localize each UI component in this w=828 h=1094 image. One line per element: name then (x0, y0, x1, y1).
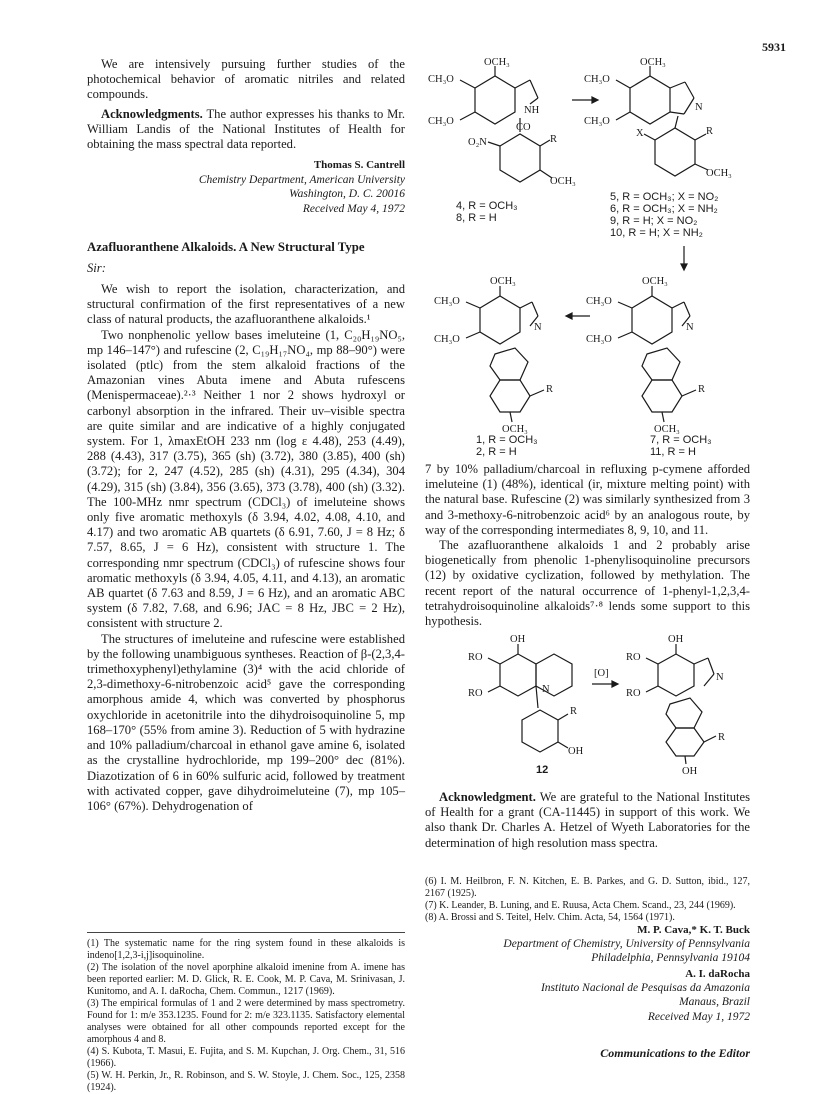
label-1: 1, R = OCH₃ (476, 434, 538, 446)
s12-oh-top: OH (510, 634, 526, 645)
label-7: 7, R = OCH₃ (650, 434, 712, 446)
ring-a-1 (480, 296, 520, 344)
footnote-4: (4) S. Kubota, T. Masui, E. Fujita, and S. M. Kupchan, J. Org. Chem., 31, 516 (1966). (87, 1046, 405, 1069)
received-date-2: Received May 1, 1972 (647, 1011, 750, 1023)
journal-section-footer: Communications to the Editor (600, 1046, 750, 1060)
label-9: 9, R = H; X = NO₂ (610, 215, 698, 227)
intro-paragraph (87, 57, 405, 103)
s1-och3: OCH₃ (490, 276, 516, 287)
label-8: 8, R = H (456, 212, 497, 224)
s1-r: R (546, 384, 554, 395)
footnote-1: (1) The systematic name for the ring system found in these alkaloids is indeno[1,2,3-i,j]isoquinoline. (87, 938, 405, 961)
body-right (425, 462, 750, 629)
labels-4-8 (456, 200, 518, 224)
s1-ch3o-2: CH₃O (434, 334, 460, 345)
ring-b-4 (500, 134, 540, 182)
ring-c-7 (642, 348, 680, 380)
intro-text: We are intensively pursuing further studies of the photochemical behavior of aromatic nitriles and related compounds. (87, 57, 405, 102)
ring-d-7 (642, 380, 682, 412)
ring-c-1 (490, 348, 528, 380)
s4-nh: NH (524, 105, 540, 116)
s12-ro-1: RO (468, 652, 483, 663)
ack2-text: We are grateful to the National Institutes of Health for a grant (CA-11445) in support of this work. We also thank Dr. Charles A. Hetzel of Wyeth Laboratories for the determination of high resolution mass spectra. (425, 790, 750, 850)
s1-och3-2: OCH₃ (502, 424, 528, 435)
s7-och3: OCH₃ (642, 276, 668, 287)
product-n: N (716, 672, 724, 683)
article-title: Azafluoranthene Alkaloids. A New Structural Type (87, 240, 365, 254)
s4-co: CO (516, 122, 531, 133)
labels-1-2 (476, 434, 538, 458)
footnotes-left (87, 938, 405, 1094)
s12-n: N (542, 684, 550, 695)
affil2-line2: Philadelphia, Pennsylvania 19104 (591, 951, 750, 964)
salutation: Sir: (87, 261, 106, 275)
ack2-heading: Acknowledgment. (439, 790, 536, 804)
ring-a-5 (630, 76, 670, 124)
s4-och3-2: OCH₃ (550, 176, 576, 187)
footnote-3: (3) The empirical formulas of 1 and 2 were determined by mass spectrometry. Found for 1: m/e 353.1235. Found for 2: m/e 323.1135. Satisfactory elemental analyses were obtained for all other compounds reported except for the amorphous 4 and 8. (87, 998, 405, 1045)
author-cantrell: Thomas S. Cantrell (313, 159, 405, 171)
footnote-7: (7) K. Leander, B. Luning, and E. Ruusa, Acta Chem. Scand., 23, 244 (1969). (425, 900, 736, 911)
ring-b-5 (655, 128, 695, 176)
paragraph-2: Two nonphenolic yellow bases imeluteine (1, C₂₀H₁₉NO₅, mp 146–147°) and rufescine (2, C₁₉H₁₇NO₄, mp 88–90°) were isolated (ptlc) from the stem alkaloid fractions of the Amazonian vines Abuta imene and Abuta rufescens (Menispermaceae).²·³ Neither 1 nor 2 shows hydroxyl or carbonyl absorption in the infrared. Their uv–visible spectra are quite similar and are indicative of a highly conjugated system. For 1, λmaxEtOH 233 nm (log ε 4.48), 253 (4.49), 288 (4.43), 317 (3.75), 365 (sh) (3.72), 380 (3.85), 400 (sh) (3.72); for 2, 247 (4.52), 285 (sh) (4.31), 295 (4.34), 304 (4.29), 315 (sh) (3.84), 356 (3.65), 373 (3.78), 400 (sh) (3.32). The 100-MHz nmr spectrum (CDCl₃) of imeluteine shows only five aromatic methoxyls (δ 3.94, 4.02, 4.08, 4.10, and 4.17) and two aromatic AB quartets (δ 6.91, 7.60, J = 8 Hz; δ 7.57, 8.65, J = 6 Hz), consistent with structure 1. The corresponding nmr spectrum (CDCl₃) of rufescine shows four aromatic methoxyls (δ 3.94, 4.05, 4.11, and 4.13), an aromatic AB quartet (δ 7.63 and 8.59, J = 6 Hz), and an aromatic ABC system (δ 7.82, 7.68, and 6.96; JAC = 8 Hz, JBC = 2 Hz), consistent with structure 2. (87, 327, 405, 631)
s7-och3-2: OCH₃ (654, 424, 680, 435)
affil3-line2: Manaus, Brazil (679, 995, 750, 1008)
footnote-divider (87, 932, 405, 933)
labels-7-11 (650, 434, 712, 458)
label-10: 10, R = H; X = NH₂ (610, 227, 703, 239)
s5-och3-2: OCH₃ (706, 168, 732, 179)
acknowledgments-paragraph (87, 107, 405, 153)
labels-5-10 (610, 191, 718, 239)
product-ro-2: RO (626, 688, 641, 699)
paragraph-5: The azafluoranthene alkaloids 1 and 2 probably arise biogenetically from phenolic 1-phenylisoquinoline precursors (12) by oxidative cyclization, followed by methylation. The recent report of the natural occurrence of 1-phenyl-1,2,3,4-tetrahydroisoquinoline alkaloids⁷·⁸ lends some support to this hypothesis. (425, 538, 750, 629)
s7-n: N (686, 322, 694, 333)
s5-ch3o-1: CH₃O (584, 74, 610, 85)
footnote-8: (8) A. Brossi and S. Teitel, Helv. Chim. Acta, 54, 1564 (1971). (425, 912, 675, 923)
product-oh-bottom: OH (682, 766, 698, 774)
author-darocha: A. I. daRocha (685, 968, 750, 980)
label-2: 2, R = H (476, 446, 517, 458)
product-r: R (718, 732, 726, 743)
paragraph-4: 7 by 10% palladium/charcoal in refluxing p-cymene afforded imeluteine (1) (48%), identical (ir, mixture melting point) with the natural base. Rufescine (2) was similarly synthesized from 3 and 3-methoxy-6-nitrobenzoic acid⁶ by an analogous route, by way of the corresponding intermediates 8, 9, 10, and 11. (425, 462, 750, 537)
s12-ro-2: RO (468, 688, 483, 699)
s5-och3: OCH₃ (640, 58, 666, 68)
author-cava-buck: M. P. Cava,* K. T. Buck (637, 924, 750, 936)
ring-d-1 (490, 380, 530, 412)
s12-oh-bottom: OH (568, 746, 584, 757)
label-12: 12 (536, 764, 549, 776)
paragraph-3: The structures of imeluteine and rufescine were established by the following unambiguous syntheses. Reaction of β-(2,3,4-trimethoxyphenyl)ethylamine (3)⁴ with the acid chloride of 2,3-dimethoxy-6-nitrobenzoic acid⁵ gave the corresponding amorphous amide 4, which was converted by phosphorus oxychloride in acetonitrile into the dihydroisoquinoline 5, mp 168–170° (55% from amine 3). Reduction of 5 with hydrazine and 10% palladium/charcoal in ethanol gave amine 6, isolated as the crystalline hydrochloride, mp 199–200° dec (81%). Diazotization of 6 in 60% sulfuric acid, followed by treatment with activated copper, gave dihydroimeluteine (7), mp 105–106° (67%). Dehydrogenation of (87, 631, 405, 813)
ring-a-7 (632, 296, 672, 344)
s1-n: N (534, 322, 542, 333)
ack-heading: Acknowledgments. (101, 107, 203, 121)
product-ro-1: RO (626, 652, 641, 663)
affiliation-inpa (420, 982, 750, 1009)
affil2-line1: Department of Chemistry, University of Pennsylvania (503, 938, 750, 950)
s12-r: R (570, 706, 578, 717)
affiliation-american-univ (150, 174, 405, 201)
acknowledgment-right (425, 790, 750, 851)
s4-ch3o-1: CH₃O (428, 74, 454, 85)
footnote-6: (6) I. M. Heilbron, F. N. Kitchen, E. B. Parkes, and G. D. Sutton, ibid., 127, 2167 (1925). (425, 876, 750, 899)
synthesis-scheme (420, 58, 750, 438)
s5-n: N (695, 102, 703, 113)
received-date-1: Received May 4, 1972 (302, 203, 405, 215)
label-5: 5, R = OCH₃; X = NO₂ (610, 191, 719, 203)
footnote-5: (5) W. H. Perkin, Jr., R. Robinson, and S. W. Stoyle, J. Chem. Soc., 125, 2358 (1924). (87, 1070, 405, 1093)
label-4: 4, R = OCH₃ (456, 200, 518, 212)
s7-ch3o-2: CH₃O (586, 334, 612, 345)
s5-r: R (706, 126, 714, 137)
ring-a-4 (475, 76, 515, 124)
s4-ch3o-2: CH₃O (428, 116, 454, 127)
affil3-line1: Instituto Nacional de Pesquisas da Amazonia (540, 982, 750, 994)
s7-ch3o-1: CH₃O (586, 296, 612, 307)
page-number: 5931 (762, 40, 786, 54)
affil1-line1: Chemistry Department, American University (198, 174, 405, 186)
s4-r: R (550, 134, 558, 145)
s1-ch3o-1: CH₃O (434, 296, 460, 307)
paragraph-1: We wish to report the isolation, characterization, and structural confirmation of the first representatives of a new class of natural products, the azafluoranthene alkaloids.¹ (87, 282, 405, 327)
s5-x: X (636, 128, 644, 139)
label-11: 11, R = H (650, 446, 696, 458)
biogenesis-scheme (460, 624, 750, 774)
s4-och3: OCH₃ (484, 58, 510, 68)
s5-ch3o-2: CH₃O (584, 116, 610, 127)
affil1-line2: Washington, D. C. 20016 (289, 187, 405, 200)
footnote-2: (2) The isolation of the novel aporphine alkaloid imenine from A. imene has been reported earlier: M. D. Glick, R. E. Cook, M. P. Cava, M. Srinivasan, J. Kunitomo, and A. I. daRocha, Chem. Commun., 1217 (1969). (87, 962, 405, 997)
oxidation-label: [O] (594, 668, 609, 679)
s7-r: R (698, 384, 706, 395)
product-oh-top: OH (668, 634, 684, 645)
affiliation-penn (420, 938, 750, 965)
footnotes-right (425, 876, 750, 924)
body-left (87, 282, 405, 814)
ack-text: The author expresses his thanks to Mr. William Landis of the National Institutes of Health for obtaining the mass spectral data reported. (87, 107, 405, 152)
s4-o2n: O₂N (468, 137, 487, 148)
label-6: 6, R = OCH₃; X = NH₂ (610, 203, 718, 215)
